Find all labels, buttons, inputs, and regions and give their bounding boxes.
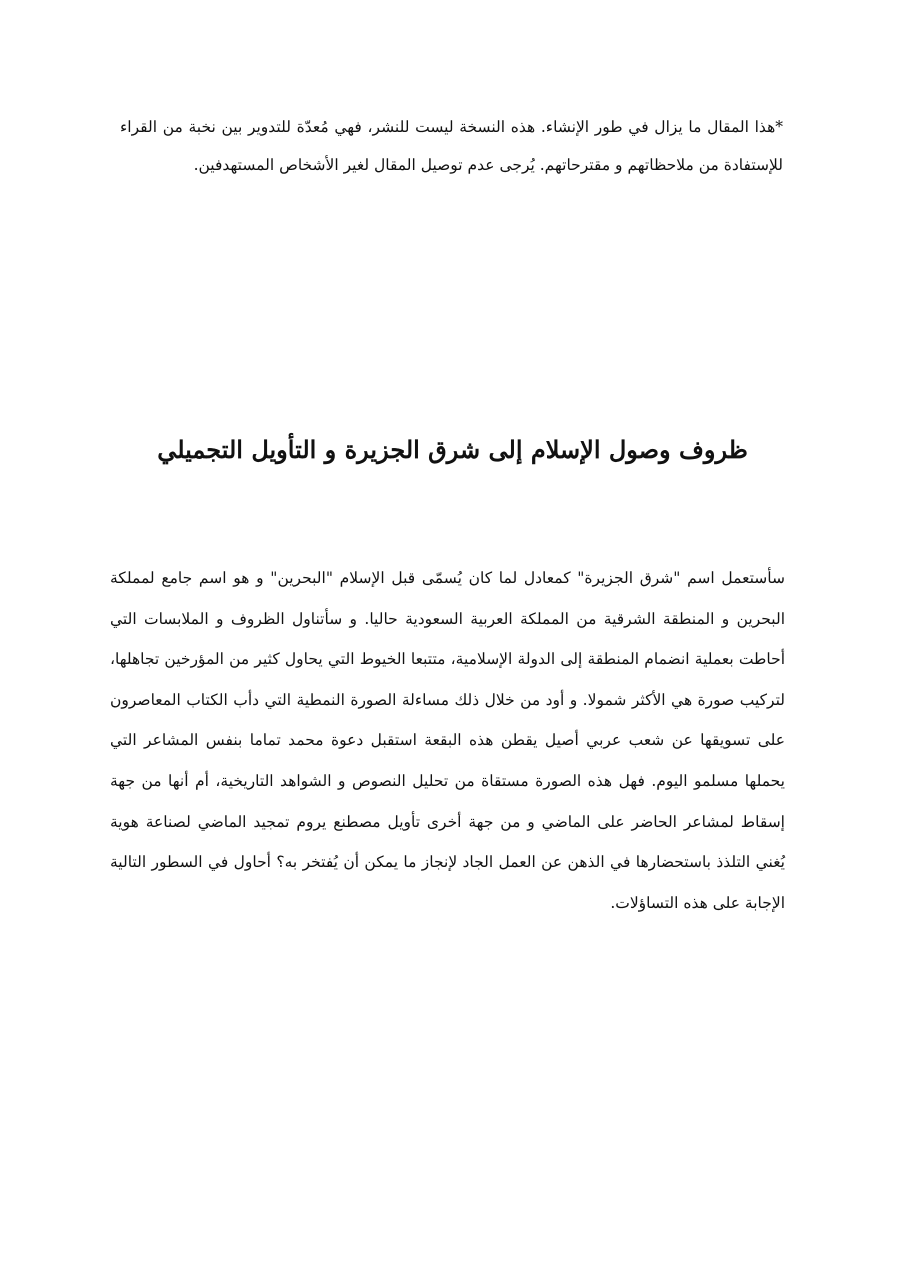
article-title: ظروف وصول الإسلام إلى شرق الجزيرة و التأويل التجميلي	[157, 435, 748, 464]
draft-note: *هذا المقال ما يزال في طور الإنشاء. هذه النسخة ليست للنشر، فهي مُعدّة للتدوير بين نخبة من القراء للإستفادة من ملاحظاتهم و مقترحاتهم. يُرجى عدم توصيل المقال لغير الأشخاص المستهدفين.	[120, 118, 783, 174]
body-paragraph: سأستعمل اسم "شرق الجزيرة" كمعادل لما كان يُسمّى قبل الإسلام "البحرين" و هو اسم جامع لمملكة البحرين و المنطقة الشرقية من المملكة العربية السعودية حاليا. و سأتناول الظروف و الملابسات التي أحاطت بعملية انضمام المنطقة إلى الدولة الإسلامية، متتبعا الخيوط التي يحاول كثير من المؤرخين تجاهلها، لتركيب صورة هي الأكثر شمولا. و أود من خلال ذلك مساءلة الصورة النمطية التي دأب الكتاب المعاصرون على تسويقها عن شعب عربي أصيل يقطن هذه البقعة استقبل دعوة محمد تماما بنفس المشاعر التي يحملها مسلمو اليوم. فهل هذه الصورة مستقاة من تحليل النصوص و الشواهد التاريخية، أم أنها من جهة إسقاط لمشاعر الحاضر على الماضي و من جهة أخرى تأويل مصطنع يروم تمجيد الماضي لصناعة هوية يُغني التلذذ باستحضارها في الذهن عن العمل الجاد لإنجاز ما يمكن أن يُفتخر به؟ أحاول في السطور التالية الإجابة على هذه التساؤلات.	[110, 569, 786, 912]
